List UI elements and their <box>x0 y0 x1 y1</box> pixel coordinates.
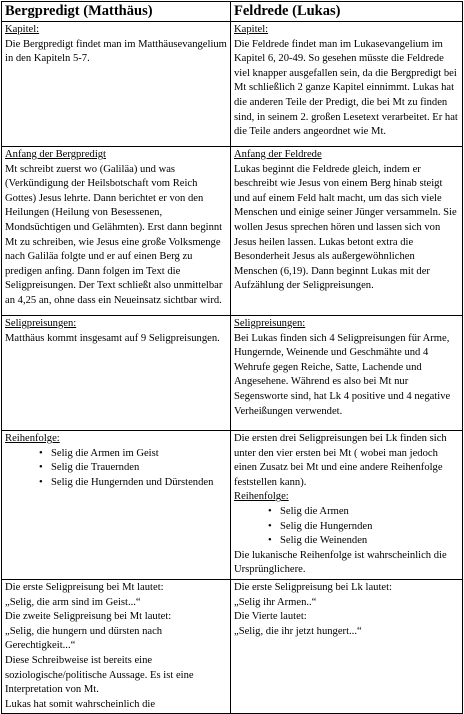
line-wortlaut-lk: „Selig, die ihr jetzt hungert...“ <box>234 625 362 637</box>
label-anfang-mt: Anfang der Bergpredigt <box>5 149 107 160</box>
text-selig-mt: Matthäus kommt insgesamt auf 9 Seligpreisungen. <box>5 332 220 344</box>
cell-kapitel-mt <box>2 22 231 147</box>
label-kapitel-mt: Kapitel: <box>5 24 40 35</box>
label-kapitel-lk: Kapitel: <box>234 24 269 35</box>
line-wortlaut-mt: Die erste Seligpreisung bei Mt lautet: <box>5 581 164 593</box>
text-kapitel-mt: Die Bergpredigt findet man im Matthäusevangelium in den Kapiteln 5-7. <box>5 38 227 65</box>
row-seligpreisungen <box>2 316 463 431</box>
cell-wortlaut-mt <box>2 579 231 713</box>
cell-anfang-mt <box>2 147 231 316</box>
text-selig-lk: Bei Lukas finden sich 4 Seligpreisungen für Arme, Hungernde, Weinende und Geschmähte und 4 Wehrufe gegen Reiche, Satte, Lachende und Angesehene. Während es also bei Mt nur Segensworte sind, hat Lk 4 positive und 4 negative Verheißungen verwendet. <box>234 332 451 417</box>
list-reihenfolge-mt <box>5 447 227 491</box>
line-wortlaut-lk: Die erste Seligpreisung bei Lk lautet: <box>234 581 392 593</box>
line-wortlaut-mt: Lukas hat somit wahrscheinlich die <box>5 698 156 710</box>
comparison-table <box>1 1 463 714</box>
list-item: • Selig die Armen <box>268 505 459 520</box>
list-item: • Selig die Hungernden und Dürstenden <box>39 476 227 491</box>
cell-anfang-lk <box>231 147 463 316</box>
header-lukas: Feldrede (Lukas) <box>231 2 463 22</box>
text-reihenfolge-outro-lk: Die lukanische Reihenfolge ist wahrscheinlich die Ursprünglichere. <box>234 549 447 576</box>
list-item: • Selig die Hungernden <box>268 520 459 535</box>
label-selig-mt: Seligpreisungen: <box>5 318 77 329</box>
list-item: • Selig die Weinenden <box>268 534 459 549</box>
label-reihenfolge-mt: Reihenfolge: <box>5 433 60 444</box>
header-row <box>2 2 463 22</box>
cell-reihenfolge-lk <box>231 431 463 580</box>
row-kapitel <box>2 22 463 147</box>
text-anfang-lk: Lukas beginnt die Feldrede gleich, indem er beschreibt wie Jesus von einem Berg hinab steigt und auf einem Feld halt macht, um das sich viele Menschen und einige seiner Jünger versammeln. Sie wollen Jesus sprechen hören und lassen sich von Jesus heilen lassen. Lukas betont extra die Besonderheit Jesus als außergewöhnlichen Menschen (6,19). Dann beginnt Lukas mit der Aufzählung der Seligpreisungen. <box>234 163 457 292</box>
line-wortlaut-lk: Die Vierte lautet: <box>234 611 307 623</box>
row-reihenfolge <box>2 431 463 580</box>
list-item: • Selig die Armen im Geist <box>39 447 227 462</box>
cell-selig-lk <box>231 316 463 431</box>
line-wortlaut-mt: „Selig, die hungern und dürsten nach Gerechtigkeit...“ <box>5 625 163 652</box>
line-wortlaut-lk: „Selig ihr Armen..“ <box>234 596 317 608</box>
line-wortlaut-mt: Diese Schreibweise ist bereits eine soziologische/politische Aussage. Es ist eine Interpretation von Mt. <box>5 654 194 696</box>
label-selig-lk: Seligpreisungen: <box>234 318 306 329</box>
text-anfang-mt: Mt schreibt zuerst wo (Galiläa) und was (Verkündigung der Heilsbotschaft vom Reich Gottes) Jesus lehrte. Dann berichtet er von den Heilungen (Heilung von Besessenen, Mondsüchtigen und Gelähmten). Erst dann beginnt Mt zu schreiben, wie Jesus eine große Volksmenge nach Galiläa folgte und er auf einen Berg zu predigen anfing. Dann folgen im Text die Seligpreisungen. Der Text schließt also unmittelbar an 4,25 an, ohne dass ein Neueinsatz sichtbar wird. <box>5 163 223 306</box>
list-item: • Selig die Trauernden <box>39 461 227 476</box>
cell-wortlaut-lk <box>231 579 463 713</box>
label-anfang-lk: Anfang der Feldrede <box>234 149 322 160</box>
header-matthaeus: Bergpredigt (Matthäus) <box>2 2 231 22</box>
row-wortlaut <box>2 579 463 713</box>
line-wortlaut-mt: Die zweite Seligpreisung bei Mt lautet: <box>5 611 172 623</box>
text-reihenfolge-intro-lk: Die ersten drei Seligpreisungen bei Lk finden sich unter den vier ersten bei Mt ( wobei man jedoch einen Zusatz bei Mt und eine andere Reihenfolge feststellen kann). <box>234 433 447 488</box>
cell-reihenfolge-mt <box>2 431 231 580</box>
list-reihenfolge-lk <box>234 505 459 549</box>
text-kapitel-lk: Die Feldrede findet man im Lukasevangelium im Kapitel 6, 20-49. So gesehen müsste die Feldrede viel knapper ausgefallen sein, da die Bergpredigt bei Mt schließlich 2 ganze Kapitel einnimmt. Lukas hat die anderen Teile der Predigt, die bei Mt zu finden sind, in seinem 2. großen Lesetext verarbeitet. Er hat die Teile anders angeordnet wie Mt. <box>234 38 458 138</box>
row-anfang <box>2 147 463 316</box>
cell-kapitel-lk <box>231 22 463 147</box>
cell-selig-mt <box>2 316 231 431</box>
label-reihenfolge-lk: Reihenfolge: <box>234 491 289 503</box>
line-wortlaut-mt: „Selig, die arm sind im Geist...“ <box>5 596 141 608</box>
